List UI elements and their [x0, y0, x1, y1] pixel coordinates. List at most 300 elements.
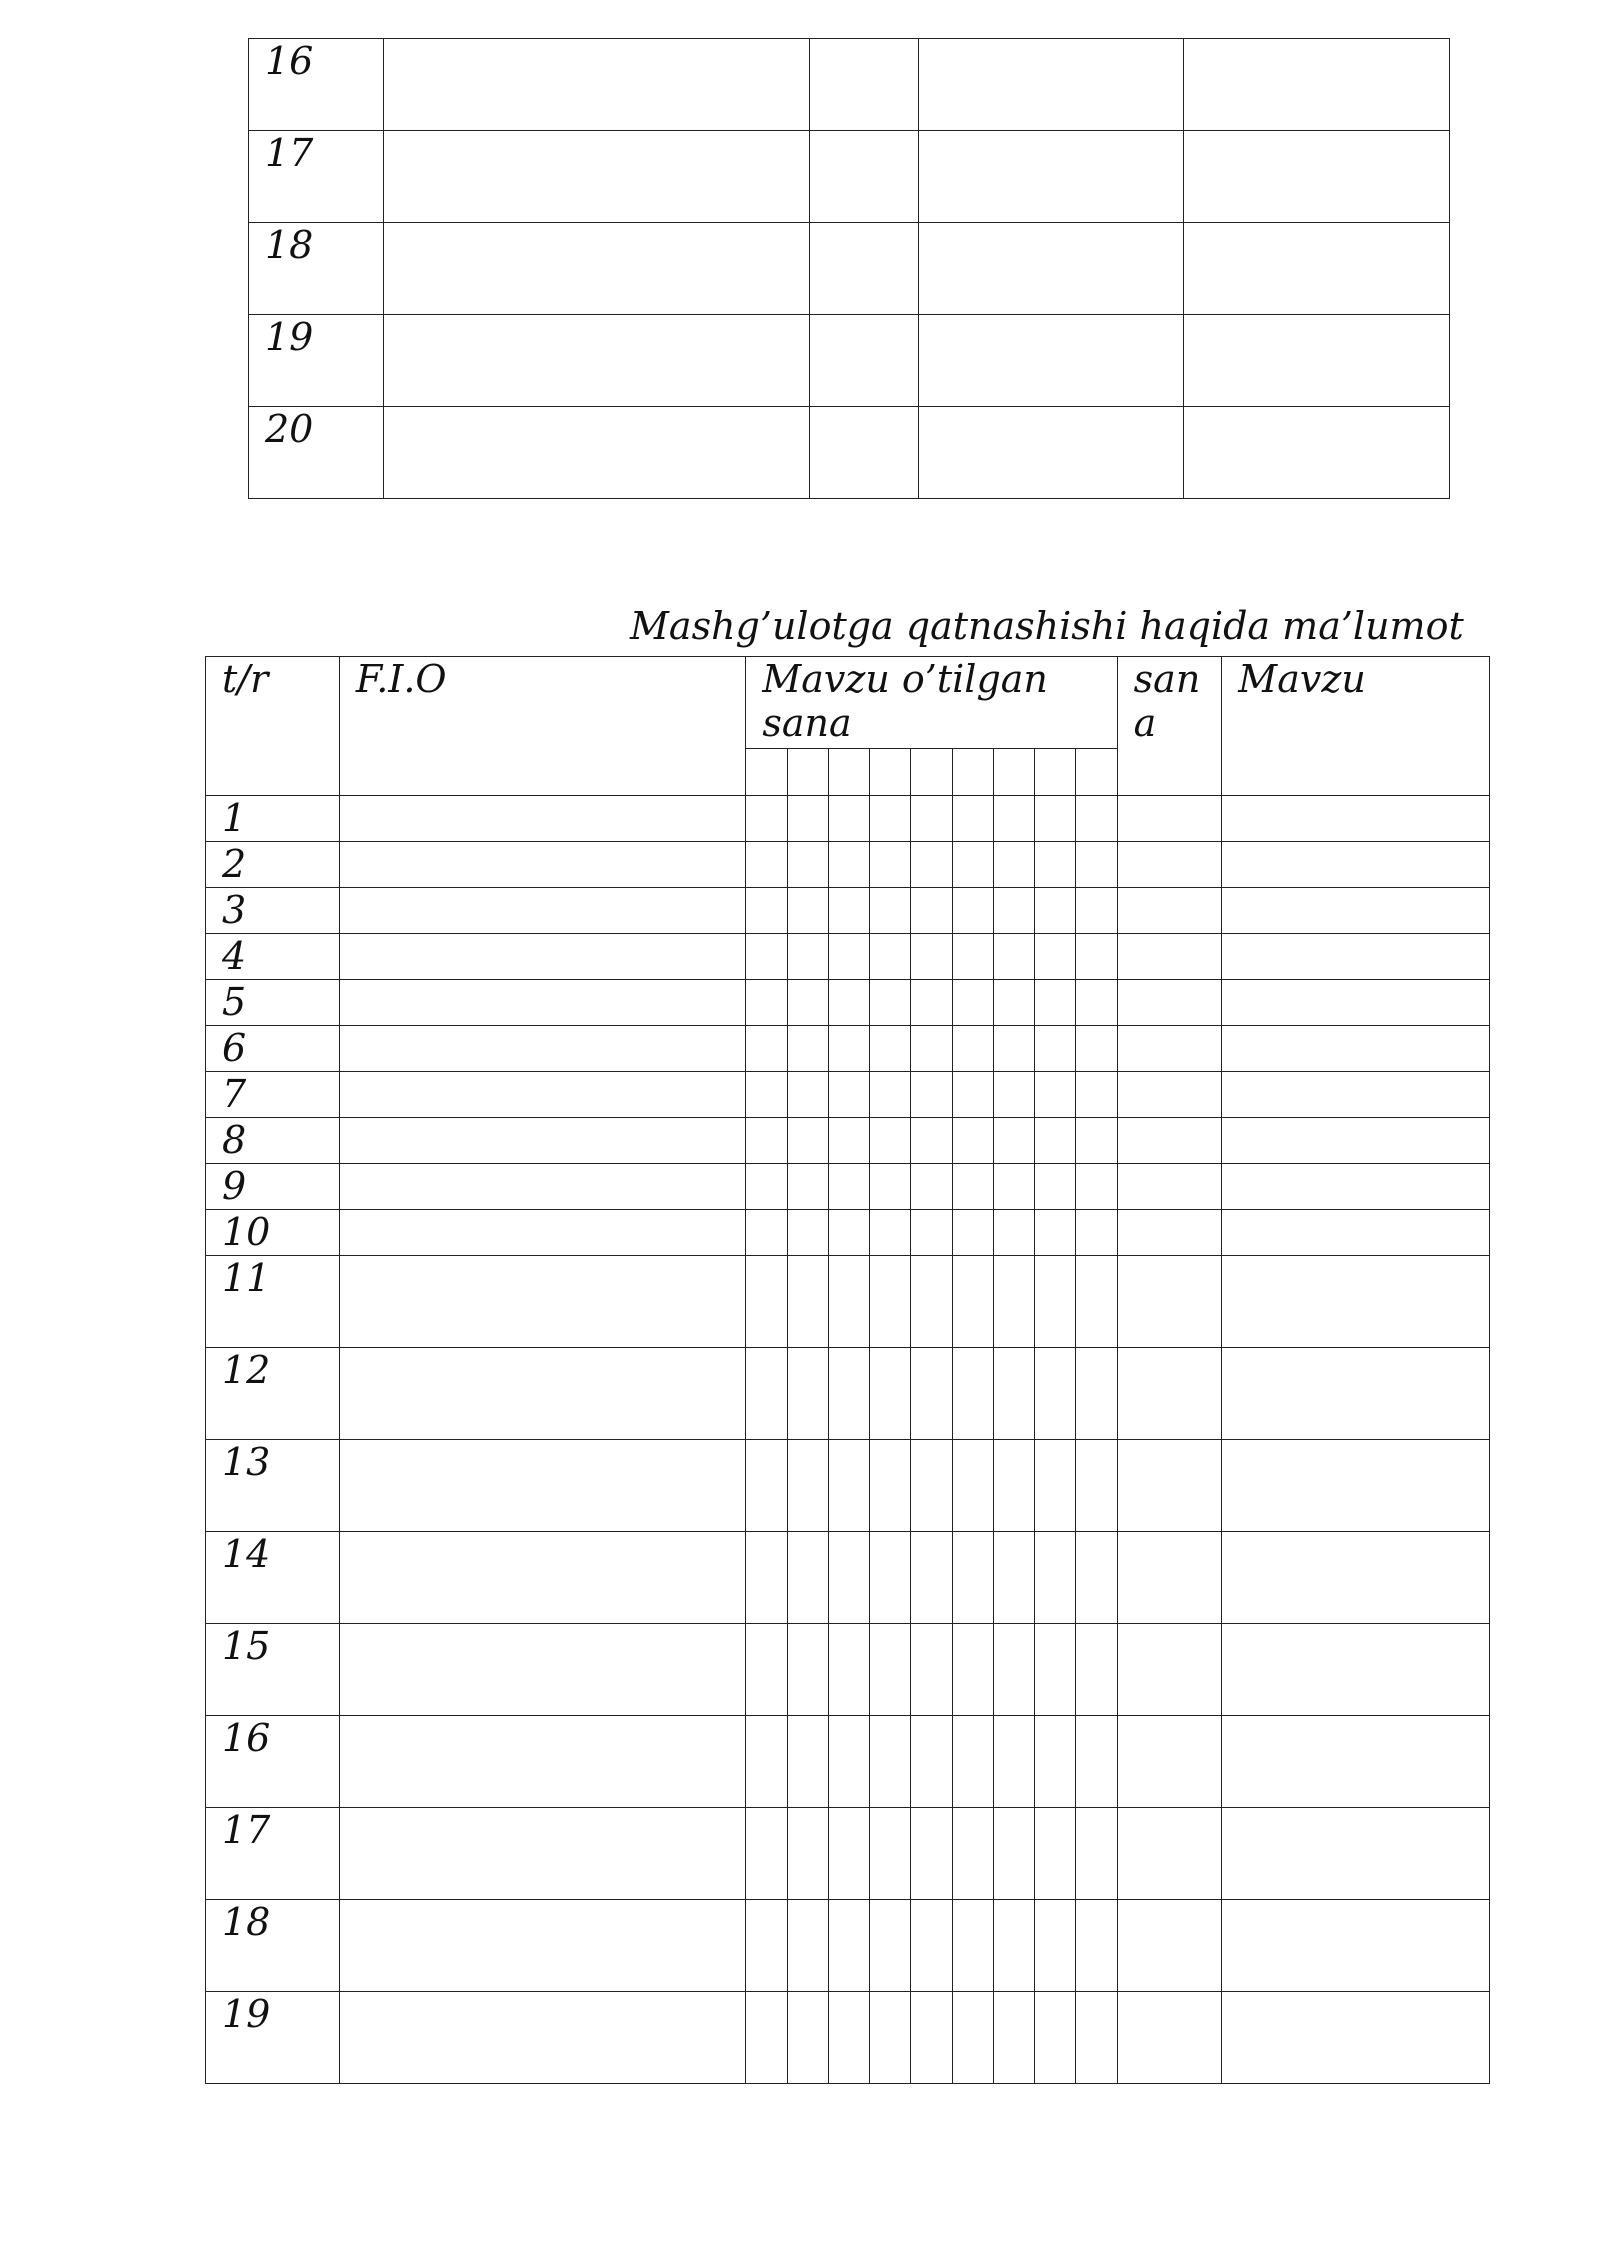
attendance-mark-cell[interactable] [870, 1532, 911, 1624]
attendance-mark-cell[interactable] [911, 1164, 952, 1210]
attendance-mark-cell[interactable] [828, 1348, 869, 1440]
date-subcolumn-cell[interactable] [746, 749, 787, 796]
row-number: 5 [206, 980, 340, 1026]
attendance-mark-cell[interactable] [1076, 934, 1117, 980]
row-number: 7 [206, 1072, 340, 1118]
name-cell[interactable] [339, 980, 746, 1026]
date-cell[interactable] [1117, 796, 1222, 842]
name-cell[interactable] [339, 1992, 746, 2084]
attendance-mark-cell[interactable] [1035, 1900, 1076, 1992]
name-cell[interactable] [339, 1624, 746, 1716]
empty-cell[interactable] [918, 223, 1184, 315]
attendance-mark-cell[interactable] [952, 1348, 993, 1440]
name-cell[interactable] [339, 1348, 746, 1440]
attendance-mark-cell[interactable] [828, 1256, 869, 1348]
attendance-mark-cell[interactable] [828, 1532, 869, 1624]
attendance-row [206, 1348, 1490, 1440]
name-cell[interactable] [339, 1256, 746, 1348]
attendance-mark-cell[interactable] [993, 1210, 1034, 1256]
attendance-mark-cell[interactable] [870, 1210, 911, 1256]
attendance-mark-cell[interactable] [1076, 1210, 1117, 1256]
attendance-mark-cell[interactable] [993, 1716, 1034, 1808]
empty-cell[interactable] [383, 407, 809, 499]
attendance-mark-cell[interactable] [952, 1532, 993, 1624]
attendance-mark-cell[interactable] [1076, 980, 1117, 1026]
attendance-mark-cell[interactable] [746, 1624, 787, 1716]
topic-cell[interactable] [1222, 1716, 1490, 1808]
attendance-mark-cell[interactable] [746, 1210, 787, 1256]
attendance-mark-cell[interactable] [952, 1716, 993, 1808]
attendance-mark-cell[interactable] [787, 980, 828, 1026]
attendance-mark-cell[interactable] [828, 1716, 869, 1808]
attendance-mark-cell[interactable] [787, 888, 828, 934]
attendance-mark-cell[interactable] [911, 1440, 952, 1532]
attendance-mark-cell[interactable] [746, 888, 787, 934]
attendance-mark-cell[interactable] [787, 1900, 828, 1992]
continuation-row [249, 315, 1450, 407]
topic-cell[interactable] [1222, 980, 1490, 1026]
attendance-mark-cell[interactable] [1035, 934, 1076, 980]
attendance-mark-cell[interactable] [952, 1256, 993, 1348]
name-cell[interactable] [339, 842, 746, 888]
attendance-mark-cell[interactable] [828, 1072, 869, 1118]
attendance-mark-cell[interactable] [787, 1164, 828, 1210]
attendance-mark-cell[interactable] [787, 1532, 828, 1624]
empty-cell[interactable] [810, 39, 919, 131]
attendance-mark-cell[interactable] [993, 796, 1034, 842]
attendance-mark-cell[interactable] [870, 1072, 911, 1118]
attendance-mark-cell[interactable] [1035, 1716, 1076, 1808]
attendance-mark-cell[interactable] [787, 1716, 828, 1808]
row-number: 19 [206, 1992, 340, 2084]
attendance-mark-cell[interactable] [746, 934, 787, 980]
attendance-mark-cell[interactable] [993, 888, 1034, 934]
attendance-mark-cell[interactable] [828, 1992, 869, 2084]
attendance-table-body [206, 796, 1490, 2084]
date-subcolumn-cell[interactable] [787, 749, 828, 796]
attendance-mark-cell[interactable] [746, 1440, 787, 1532]
attendance-mark-cell[interactable] [993, 1072, 1034, 1118]
row-number: 2 [206, 842, 340, 888]
attendance-row [206, 1118, 1490, 1164]
attendance-mark-cell[interactable] [952, 796, 993, 842]
name-cell[interactable] [339, 1072, 746, 1118]
continuation-table [248, 38, 1450, 499]
attendance-mark-cell[interactable] [746, 1716, 787, 1808]
topic-cell[interactable] [1222, 888, 1490, 934]
empty-cell[interactable] [1184, 223, 1450, 315]
attendance-mark-cell[interactable] [993, 1992, 1034, 2084]
date-cell[interactable] [1117, 888, 1222, 934]
empty-cell[interactable] [383, 223, 809, 315]
attendance-mark-cell[interactable] [952, 1210, 993, 1256]
attendance-mark-cell[interactable] [1076, 1348, 1117, 1440]
date-cell[interactable] [1117, 1026, 1222, 1072]
name-cell[interactable] [339, 1532, 746, 1624]
empty-cell[interactable] [918, 39, 1184, 131]
attendance-mark-cell[interactable] [993, 1256, 1034, 1348]
attendance-mark-cell[interactable] [911, 1624, 952, 1716]
empty-cell[interactable] [918, 407, 1184, 499]
attendance-mark-cell[interactable] [787, 1624, 828, 1716]
attendance-mark-cell[interactable] [746, 1900, 787, 1992]
attendance-mark-cell[interactable] [870, 1900, 911, 1992]
attendance-mark-cell[interactable] [911, 1348, 952, 1440]
date-cell[interactable] [1117, 1210, 1222, 1256]
attendance-mark-cell[interactable] [746, 1808, 787, 1900]
empty-cell[interactable] [1184, 39, 1450, 131]
attendance-mark-cell[interactable] [828, 1624, 869, 1716]
attendance-mark-cell[interactable] [828, 1808, 869, 1900]
attendance-mark-cell[interactable] [952, 1900, 993, 1992]
row-number: 20 [249, 407, 384, 499]
empty-cell[interactable] [383, 131, 809, 223]
date-cell[interactable] [1117, 1164, 1222, 1210]
attendance-mark-cell[interactable] [952, 1440, 993, 1532]
attendance-mark-cell[interactable] [1076, 1164, 1117, 1210]
empty-cell[interactable] [1184, 407, 1450, 499]
attendance-mark-cell[interactable] [828, 1164, 869, 1210]
date-subcolumn-cell[interactable] [911, 749, 952, 796]
attendance-mark-cell[interactable] [746, 1072, 787, 1118]
attendance-mark-cell[interactable] [828, 796, 869, 842]
attendance-mark-cell[interactable] [993, 1026, 1034, 1072]
topic-cell[interactable] [1222, 934, 1490, 980]
empty-cell[interactable] [810, 223, 919, 315]
attendance-mark-cell[interactable] [1035, 888, 1076, 934]
row-number: 12 [206, 1348, 340, 1440]
name-cell[interactable] [339, 1440, 746, 1532]
empty-cell[interactable] [383, 315, 809, 407]
attendance-mark-cell[interactable] [1076, 1026, 1117, 1072]
continuation-row [249, 223, 1450, 315]
attendance-row [206, 1900, 1490, 1992]
attendance-mark-cell[interactable] [870, 1164, 911, 1210]
row-number: 4 [206, 934, 340, 980]
attendance-mark-cell[interactable] [746, 1348, 787, 1440]
attendance-mark-cell[interactable] [787, 1348, 828, 1440]
row-number: 10 [206, 1210, 340, 1256]
attendance-mark-cell[interactable] [828, 1118, 869, 1164]
attendance-mark-cell[interactable] [1076, 796, 1117, 842]
attendance-mark-cell[interactable] [870, 842, 911, 888]
attendance-table [205, 656, 1490, 2084]
attendance-mark-cell[interactable] [1035, 1348, 1076, 1440]
empty-cell[interactable] [1184, 131, 1450, 223]
date-subcolumn-cell[interactable] [1035, 749, 1076, 796]
continuation-table-body [249, 39, 1450, 499]
row-number: 1 [206, 796, 340, 842]
attendance-mark-cell[interactable] [787, 1210, 828, 1256]
name-cell[interactable] [339, 1900, 746, 1992]
attendance-mark-cell[interactable] [993, 1440, 1034, 1532]
attendance-row [206, 1992, 1490, 2084]
attendance-mark-cell[interactable] [952, 1026, 993, 1072]
attendance-mark-cell[interactable] [787, 1118, 828, 1164]
attendance-mark-cell[interactable] [1035, 1118, 1076, 1164]
attendance-mark-cell[interactable] [787, 1440, 828, 1532]
attendance-mark-cell[interactable] [1035, 1808, 1076, 1900]
attendance-mark-cell[interactable] [993, 1118, 1034, 1164]
attendance-mark-cell[interactable] [870, 1808, 911, 1900]
attendance-mark-cell[interactable] [1076, 1532, 1117, 1624]
empty-cell[interactable] [810, 407, 919, 499]
row-number: 11 [206, 1256, 340, 1348]
topic-cell[interactable] [1222, 1210, 1490, 1256]
name-cell[interactable] [339, 796, 746, 842]
name-cell[interactable] [339, 888, 746, 934]
attendance-mark-cell[interactable] [828, 842, 869, 888]
date-cell[interactable] [1117, 1716, 1222, 1808]
date-cell[interactable] [1117, 1072, 1222, 1118]
header-topic: Mavzu [1222, 657, 1490, 796]
empty-cell[interactable] [918, 131, 1184, 223]
row-number: 18 [206, 1900, 340, 1992]
attendance-mark-cell[interactable] [870, 1026, 911, 1072]
empty-cell[interactable] [810, 315, 919, 407]
attendance-mark-cell[interactable] [993, 934, 1034, 980]
attendance-mark-cell[interactable] [993, 1348, 1034, 1440]
attendance-mark-cell[interactable] [952, 980, 993, 1026]
attendance-mark-cell[interactable] [1035, 1072, 1076, 1118]
attendance-mark-cell[interactable] [1035, 1256, 1076, 1348]
attendance-mark-cell[interactable] [1035, 796, 1076, 842]
topic-cell[interactable] [1222, 1992, 1490, 2084]
attendance-mark-cell[interactable] [870, 1348, 911, 1440]
topic-cell[interactable] [1222, 1118, 1490, 1164]
date-cell[interactable] [1117, 980, 1222, 1026]
date-cell[interactable] [1117, 934, 1222, 980]
attendance-mark-cell[interactable] [952, 1624, 993, 1716]
topic-cell[interactable] [1222, 1808, 1490, 1900]
attendance-mark-cell[interactable] [952, 1118, 993, 1164]
attendance-mark-cell[interactable] [952, 842, 993, 888]
attendance-mark-cell[interactable] [787, 1026, 828, 1072]
attendance-mark-cell[interactable] [870, 888, 911, 934]
continuation-row [249, 39, 1450, 131]
attendance-mark-cell[interactable] [1035, 1164, 1076, 1210]
attendance-mark-cell[interactable] [1076, 1624, 1117, 1716]
attendance-mark-cell[interactable] [1076, 888, 1117, 934]
date-cell[interactable] [1117, 1992, 1222, 2084]
attendance-mark-cell[interactable] [746, 1532, 787, 1624]
attendance-mark-cell[interactable] [746, 796, 787, 842]
attendance-mark-cell[interactable] [746, 1164, 787, 1210]
name-cell[interactable] [339, 1118, 746, 1164]
topic-cell[interactable] [1222, 1624, 1490, 1716]
attendance-mark-cell[interactable] [870, 1256, 911, 1348]
topic-cell[interactable] [1222, 1256, 1490, 1348]
row-number: 15 [206, 1624, 340, 1716]
attendance-mark-cell[interactable] [870, 1992, 911, 2084]
attendance-mark-cell[interactable] [911, 934, 952, 980]
row-number: 16 [206, 1716, 340, 1808]
attendance-mark-cell[interactable] [993, 1532, 1034, 1624]
attendance-mark-cell[interactable] [1035, 1992, 1076, 2084]
attendance-mark-cell[interactable] [911, 1118, 952, 1164]
attendance-mark-cell[interactable] [746, 1118, 787, 1164]
attendance-mark-cell[interactable] [993, 842, 1034, 888]
attendance-mark-cell[interactable] [828, 980, 869, 1026]
continuation-row [249, 407, 1450, 499]
attendance-mark-cell[interactable] [828, 934, 869, 980]
name-cell[interactable] [339, 1716, 746, 1808]
attendance-row [206, 1026, 1490, 1072]
attendance-mark-cell[interactable] [952, 1072, 993, 1118]
row-number: 13 [206, 1440, 340, 1532]
attendance-row [206, 1440, 1490, 1532]
attendance-mark-cell[interactable] [1076, 1808, 1117, 1900]
date-cell[interactable] [1117, 842, 1222, 888]
attendance-mark-cell[interactable] [870, 1624, 911, 1716]
attendance-mark-cell[interactable] [787, 1992, 828, 2084]
attendance-mark-cell[interactable] [911, 1808, 952, 1900]
name-cell[interactable] [339, 934, 746, 980]
attendance-mark-cell[interactable] [870, 980, 911, 1026]
date-cell[interactable] [1117, 1256, 1222, 1348]
topic-cell[interactable] [1222, 796, 1490, 842]
attendance-row [206, 934, 1490, 980]
attendance-row [206, 796, 1490, 842]
row-number: 17 [249, 131, 384, 223]
attendance-mark-cell[interactable] [1076, 842, 1117, 888]
attendance-mark-cell[interactable] [870, 796, 911, 842]
attendance-mark-cell[interactable] [1035, 1440, 1076, 1532]
attendance-mark-cell[interactable] [1076, 1118, 1117, 1164]
attendance-mark-cell[interactable] [787, 842, 828, 888]
date-subcolumn-cell[interactable] [1076, 749, 1117, 796]
header-topic-date: Mavzu o’tilgan sana [746, 657, 1117, 749]
attendance-mark-cell[interactable] [787, 1808, 828, 1900]
attendance-mark-cell[interactable] [911, 1256, 952, 1348]
attendance-mark-cell[interactable] [993, 1900, 1034, 1992]
topic-cell[interactable] [1222, 1164, 1490, 1210]
attendance-mark-cell[interactable] [911, 1072, 952, 1118]
attendance-mark-cell[interactable] [1076, 1716, 1117, 1808]
attendance-mark-cell[interactable] [828, 1026, 869, 1072]
attendance-mark-cell[interactable] [1035, 1532, 1076, 1624]
date-cell[interactable] [1117, 1532, 1222, 1624]
empty-cell[interactable] [810, 131, 919, 223]
date-cell[interactable] [1117, 1900, 1222, 1992]
attendance-mark-cell[interactable] [787, 1072, 828, 1118]
attendance-mark-cell[interactable] [746, 980, 787, 1026]
attendance-mark-cell[interactable] [1076, 1256, 1117, 1348]
attendance-mark-cell[interactable] [911, 888, 952, 934]
name-cell[interactable] [339, 1808, 746, 1900]
attendance-row [206, 1210, 1490, 1256]
date-subcolumn-cell[interactable] [870, 749, 911, 796]
topic-cell[interactable] [1222, 1900, 1490, 1992]
attendance-row [206, 980, 1490, 1026]
topic-cell[interactable] [1222, 1348, 1490, 1440]
attendance-mark-cell[interactable] [746, 1256, 787, 1348]
date-subcolumn-cell[interactable] [828, 749, 869, 796]
attendance-mark-cell[interactable] [1076, 1072, 1117, 1118]
attendance-mark-cell[interactable] [952, 1992, 993, 2084]
attendance-mark-cell[interactable] [952, 934, 993, 980]
empty-cell[interactable] [918, 315, 1184, 407]
date-subcolumn-cell[interactable] [993, 749, 1034, 796]
attendance-mark-cell[interactable] [993, 980, 1034, 1026]
attendance-mark-cell[interactable] [911, 980, 952, 1026]
row-number: 19 [249, 315, 384, 407]
date-cell[interactable] [1117, 1348, 1222, 1440]
attendance-mark-cell[interactable] [1035, 1026, 1076, 1072]
attendance-mark-cell[interactable] [1076, 1992, 1117, 2084]
empty-cell[interactable] [383, 39, 809, 131]
attendance-mark-cell[interactable] [828, 1900, 869, 1992]
attendance-row [206, 842, 1490, 888]
attendance-mark-cell[interactable] [746, 1026, 787, 1072]
attendance-mark-cell[interactable] [1076, 1440, 1117, 1532]
attendance-mark-cell[interactable] [911, 1992, 952, 2084]
attendance-mark-cell[interactable] [1035, 1210, 1076, 1256]
attendance-mark-cell[interactable] [870, 1440, 911, 1532]
empty-cell[interactable] [1184, 315, 1450, 407]
attendance-mark-cell[interactable] [911, 1716, 952, 1808]
attendance-mark-cell[interactable] [993, 1164, 1034, 1210]
date-cell[interactable] [1117, 1808, 1222, 1900]
attendance-mark-cell[interactable] [787, 934, 828, 980]
attendance-mark-cell[interactable] [911, 796, 952, 842]
attendance-mark-cell[interactable] [828, 888, 869, 934]
topic-cell[interactable] [1222, 1440, 1490, 1532]
name-cell[interactable] [339, 1164, 746, 1210]
name-cell[interactable] [339, 1026, 746, 1072]
attendance-mark-cell[interactable] [746, 1992, 787, 2084]
attendance-mark-cell[interactable] [1035, 1624, 1076, 1716]
attendance-mark-cell[interactable] [993, 1624, 1034, 1716]
row-number: 3 [206, 888, 340, 934]
name-cell[interactable] [339, 1210, 746, 1256]
date-subcolumn-cell[interactable] [952, 749, 993, 796]
attendance-mark-cell[interactable] [746, 842, 787, 888]
date-cell[interactable] [1117, 1118, 1222, 1164]
date-cell[interactable] [1117, 1440, 1222, 1532]
attendance-mark-cell[interactable] [870, 934, 911, 980]
date-cell[interactable] [1117, 1624, 1222, 1716]
attendance-title: Mashg’ulotga qatnashishi haqida ma’lumot [630, 604, 1464, 648]
attendance-row [206, 1532, 1490, 1624]
attendance-mark-cell[interactable] [787, 796, 828, 842]
attendance-mark-cell[interactable] [828, 1440, 869, 1532]
attendance-mark-cell[interactable] [870, 1118, 911, 1164]
row-number: 16 [249, 39, 384, 131]
attendance-mark-cell[interactable] [1035, 980, 1076, 1026]
attendance-row [206, 1256, 1490, 1348]
attendance-mark-cell[interactable] [911, 1026, 952, 1072]
attendance-mark-cell[interactable] [911, 842, 952, 888]
topic-cell[interactable] [1222, 1026, 1490, 1072]
attendance-mark-cell[interactable] [787, 1256, 828, 1348]
topic-cell[interactable] [1222, 1072, 1490, 1118]
attendance-mark-cell[interactable] [952, 888, 993, 934]
attendance-mark-cell[interactable] [828, 1210, 869, 1256]
attendance-mark-cell[interactable] [952, 1808, 993, 1900]
attendance-mark-cell[interactable] [911, 1900, 952, 1992]
attendance-mark-cell[interactable] [1035, 842, 1076, 888]
attendance-mark-cell[interactable] [993, 1808, 1034, 1900]
attendance-mark-cell[interactable] [911, 1210, 952, 1256]
attendance-mark-cell[interactable] [870, 1716, 911, 1808]
row-number: 8 [206, 1118, 340, 1164]
topic-cell[interactable] [1222, 1532, 1490, 1624]
attendance-mark-cell[interactable] [1076, 1900, 1117, 1992]
topic-cell[interactable] [1222, 842, 1490, 888]
attendance-mark-cell[interactable] [952, 1164, 993, 1210]
attendance-mark-cell[interactable] [911, 1532, 952, 1624]
